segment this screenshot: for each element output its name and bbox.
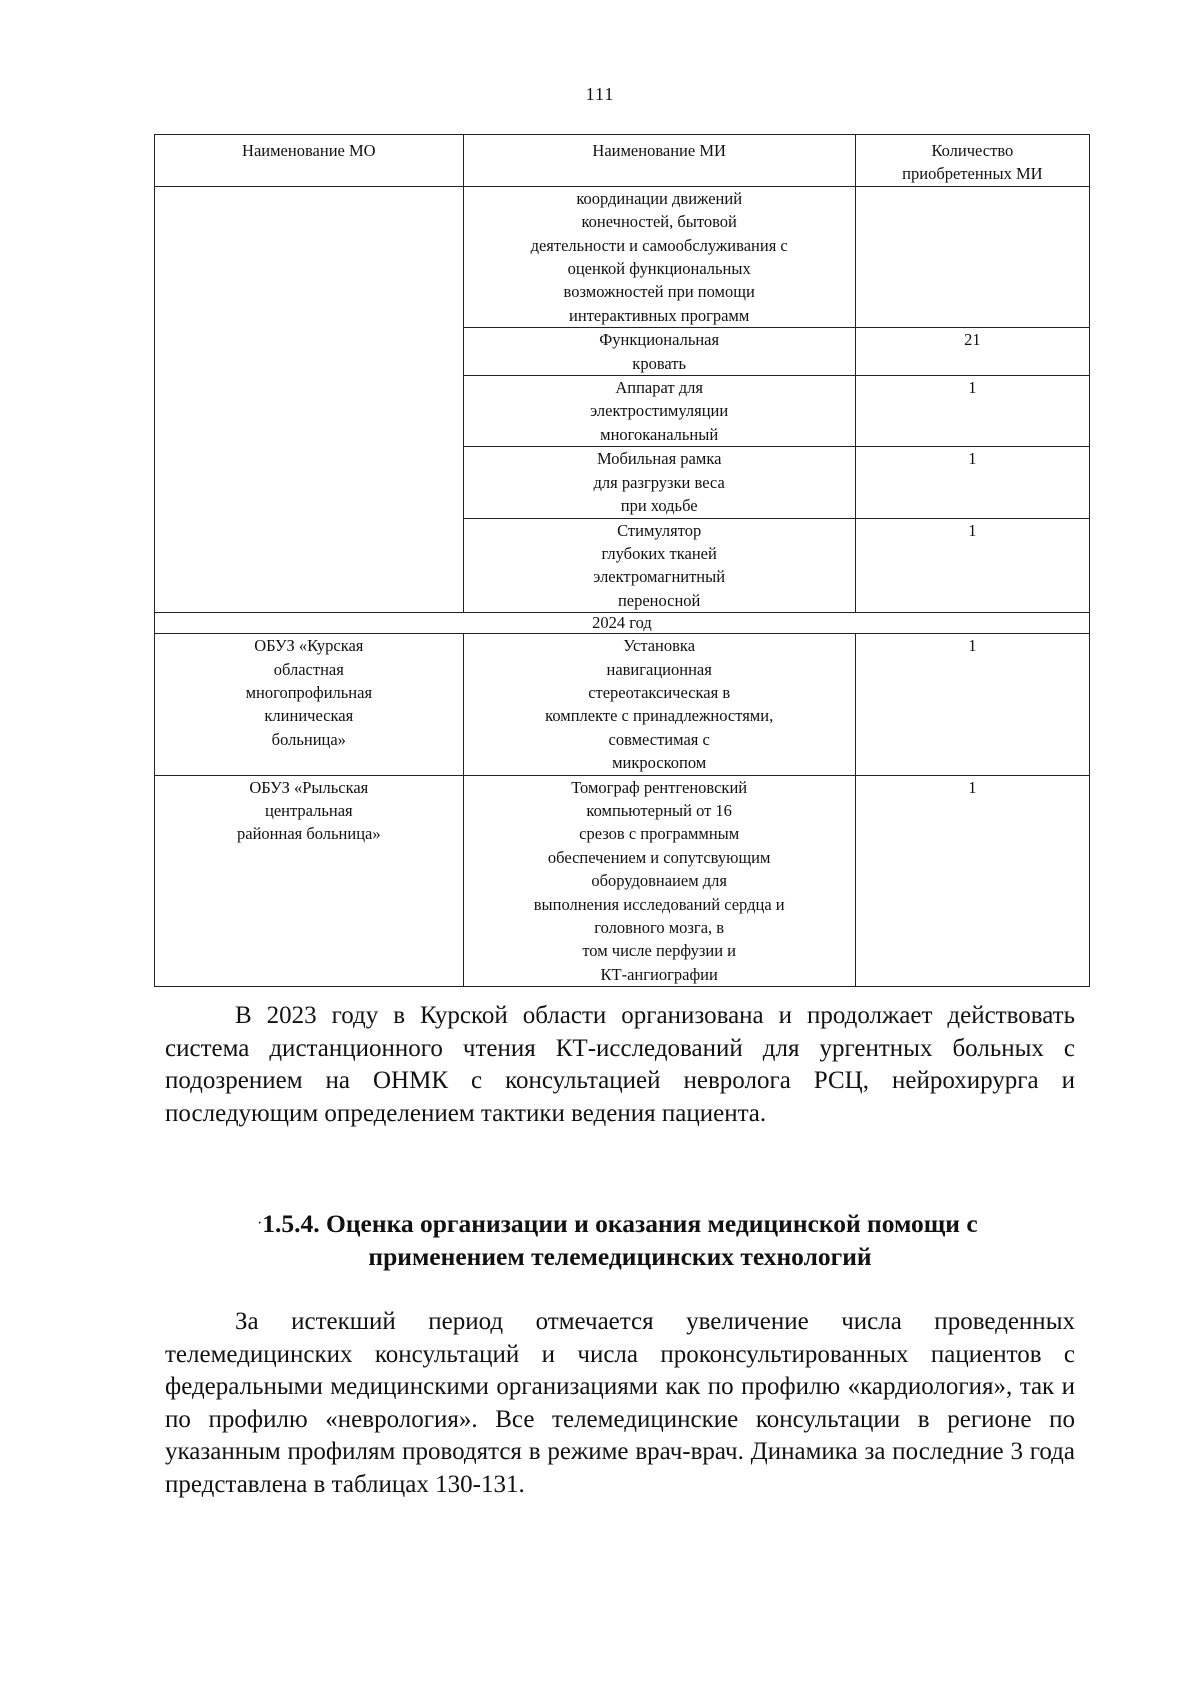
mi-cell <box>463 186 855 327</box>
qty-cell: 1 <box>855 775 1089 987</box>
mi-line: выполнения исследований сердца и <box>533 894 785 914</box>
qty-cell-empty <box>855 186 1089 327</box>
header-qty-line: Количество <box>931 141 1014 160</box>
mi-line: кровать <box>632 353 687 373</box>
mi-cell <box>463 447 855 518</box>
mi-line: глубоких тканей <box>601 543 717 563</box>
mi-line: электростимуляции <box>590 401 729 421</box>
header-mo: Наименование МО <box>155 135 464 187</box>
mo-line: центральная <box>264 800 353 820</box>
mi-cell <box>463 634 855 775</box>
qty-cell: 1 <box>855 447 1089 518</box>
mi-line: возможностей при помощи <box>563 282 755 302</box>
mi-line: компьютерный от 16 <box>586 800 732 820</box>
header-mi: Наименование МИ <box>463 135 855 187</box>
year-row <box>155 613 1090 634</box>
mi-line: Томограф рентгеновский <box>571 777 748 797</box>
mo-line: больница» <box>271 729 346 749</box>
mi-line: оборудовнаием для <box>591 871 727 891</box>
mo-line: клиническая <box>264 706 354 726</box>
heading-bullet: · <box>257 1215 263 1232</box>
qty-cell: 1 <box>855 518 1089 613</box>
mi-line: координации движений <box>576 188 743 208</box>
mi-line: КТ-ангиографии <box>600 964 718 984</box>
mi-line: деятельности и самообслуживания с <box>530 235 788 255</box>
mo-cell <box>155 775 464 987</box>
header-qty <box>855 135 1089 187</box>
mi-line: том числе перфузии и <box>582 941 737 961</box>
mi-line: Аппарат для <box>615 378 703 398</box>
mi-line: комплекте с принадлежностями, <box>545 706 774 726</box>
heading-line: 1.5.4. Оценка организации и оказания медицинской помощи с <box>262 1209 978 1238</box>
mi-line: переносной <box>617 590 701 610</box>
mi-line: при ходьбе <box>620 496 698 516</box>
mo-cell <box>155 634 464 775</box>
mi-cell <box>463 328 855 376</box>
mi-line: Функциональная <box>599 330 720 350</box>
mi-line: срезов с программным <box>579 824 740 844</box>
paragraph-telemedicine: За истекший период отмечается увеличение числа проведенных телемедицинских консультаций и числа проконсультированных пациентов с федеральными медицинскими организациями как по профилю «кардиология», так и по профилю «неврология». Все телемедицинские консультации в регионе по указанным профилям проводятся в режиме врач-врач. Динамика за последние 3 года представлена в таблицах 130-131. <box>165 1308 1075 1498</box>
mi-line: Установка <box>623 636 696 656</box>
table-header-row <box>155 135 1090 187</box>
qty-cell: 1 <box>855 376 1089 447</box>
qty-cell: 1 <box>855 634 1089 775</box>
mo-line: многопрофильная <box>245 682 373 702</box>
mi-cell <box>463 518 855 613</box>
mi-line: совместимая с <box>608 729 710 749</box>
mo-line: ОБУЗ «Курская <box>254 636 364 656</box>
mi-line: навигационная <box>606 659 712 679</box>
section-heading <box>165 1207 1075 1273</box>
year-label: 2024 год <box>155 613 1090 634</box>
mi-line: стереотаксическая в <box>588 682 731 702</box>
mo-cell-empty <box>155 186 464 612</box>
table-row <box>155 186 1090 327</box>
mi-line: Стимулятор <box>617 520 702 540</box>
table-row <box>155 775 1090 987</box>
mi-line: головного мозга, в <box>594 918 725 937</box>
paragraph-dicom-reading: В 2023 году в Курской области организована и продолжает действовать система дистанционного чтения КТ-исследований для ургентных больных с подозрением на ОНМК с консультацией невролога РСЦ, нейрохирурга и последующим определением тактики ведения пациента. <box>165 1002 1075 1127</box>
mi-line: интерактивных программ <box>569 305 750 325</box>
mi-cell <box>463 376 855 447</box>
mi-line: многоканальный <box>600 424 719 444</box>
mo-line: ОБУЗ «Рыльская <box>249 777 369 797</box>
mi-cell <box>463 775 855 987</box>
mo-line: областная <box>273 659 344 679</box>
mi-line: для разгрузки веса <box>593 472 725 492</box>
table-row <box>155 634 1090 775</box>
medical-equipment-table <box>154 134 1090 987</box>
mi-line: электромагнитный <box>593 567 726 587</box>
qty-cell: 21 <box>855 328 1089 376</box>
mi-line: Мобильная рамка <box>596 449 722 469</box>
header-qty-line: приобретенных МИ <box>902 164 1043 184</box>
heading-line: применением телемедицинских технологий <box>368 1242 872 1271</box>
mi-line: обеспечением и сопутсвующим <box>547 847 771 867</box>
mo-line: районная больница» <box>237 824 381 844</box>
mi-line: оценкой функциональных <box>567 259 751 279</box>
mi-line: микроскопом <box>612 753 707 773</box>
page-number: 111 <box>585 84 615 104</box>
mi-line: конечностей, бытовой <box>581 212 737 232</box>
